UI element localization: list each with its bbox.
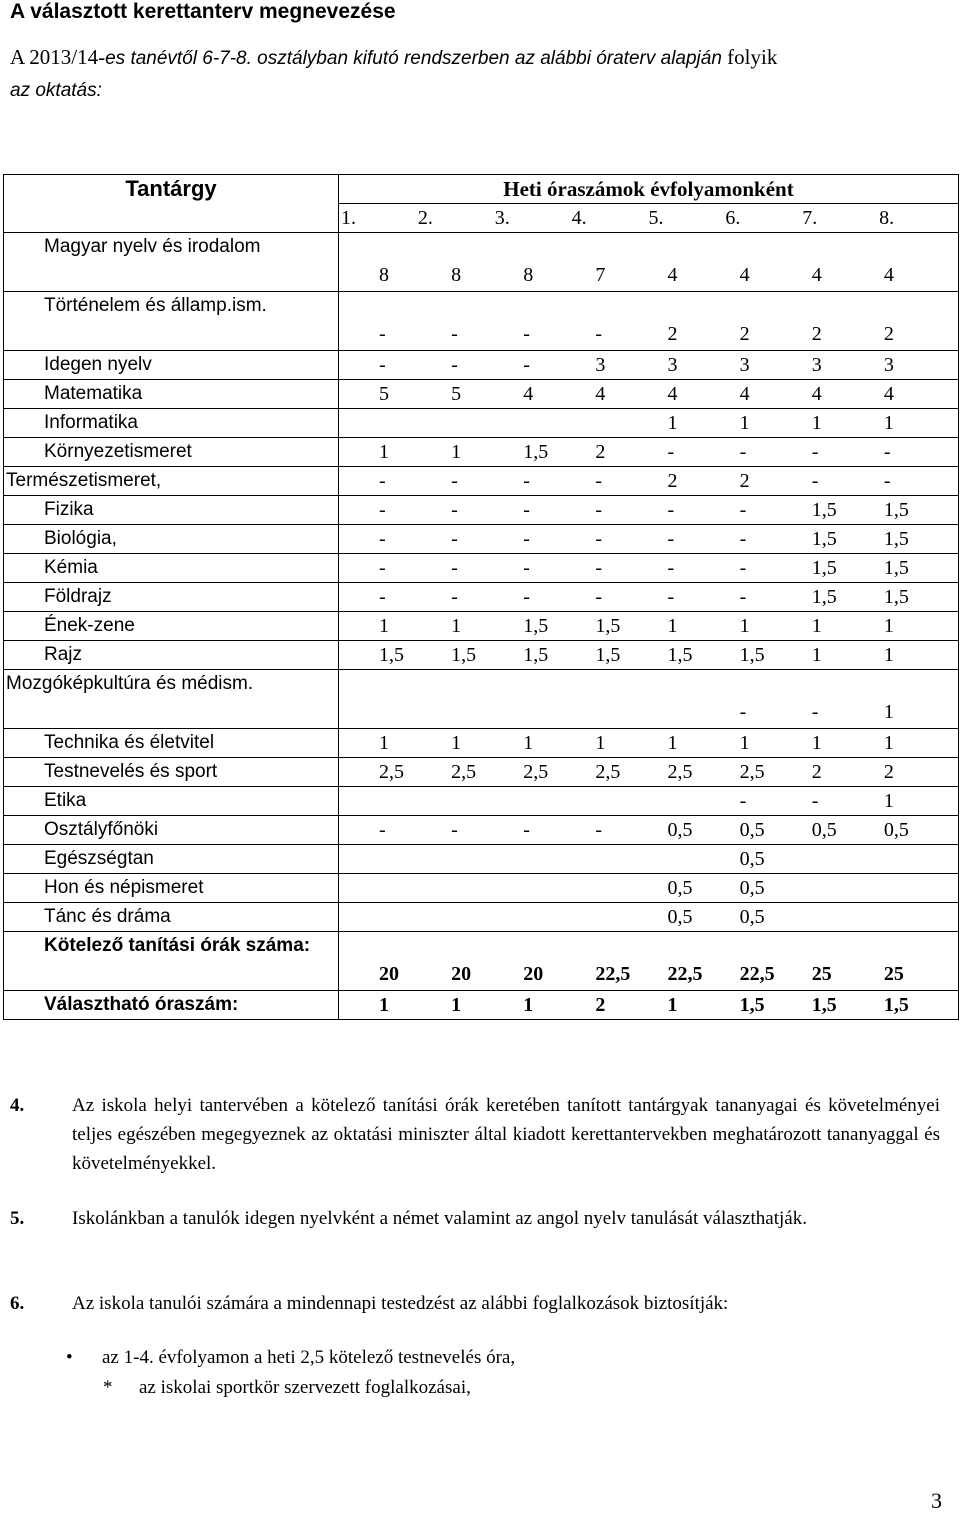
table-row: [4, 932, 959, 991]
table-row: [4, 438, 959, 467]
table-row: [4, 583, 959, 612]
hours-value: -: [811, 790, 819, 812]
grade-label: 1.: [341, 207, 356, 229]
hours-value: 1,5: [811, 557, 837, 579]
hours-value: -: [739, 557, 747, 579]
hours-value: 2: [739, 323, 750, 345]
subject-cell: Kötelező tanítási órák száma:: [4, 932, 339, 991]
hours-value: -: [739, 499, 747, 521]
hours-value: -: [523, 323, 530, 345]
hours-value: 1: [739, 412, 750, 434]
hours-value: 25: [811, 963, 832, 985]
section-5: [10, 1204, 940, 1233]
hours-value: [523, 409, 595, 437]
hours-cell: [339, 525, 959, 554]
bullet-text: az iskolai sportkör szervezett foglalkozásai,: [139, 1377, 471, 1398]
hours-value: 2: [667, 470, 678, 492]
hours-value: 1,5: [451, 644, 477, 666]
section-number: 4.: [10, 1095, 25, 1116]
hours-value: 1,5: [883, 994, 909, 1016]
hours-value: 0,5: [739, 819, 765, 841]
hours-value: 1,5: [811, 994, 837, 1016]
intro-italic: es tanévtől 6-7-8. osztályban kifutó rendszerben az alábbi óraterv alapján: [105, 48, 722, 69]
bullet-item: [103, 1377, 471, 1399]
hours-value: 1: [379, 994, 389, 1016]
hours-value: -: [379, 528, 386, 550]
hours-value: [379, 845, 451, 873]
hours-value: 0,5: [739, 906, 765, 928]
hours-value: 0,5: [667, 819, 693, 841]
hours-value: 1: [667, 994, 678, 1016]
hours-value: [884, 874, 956, 902]
hours-cell: [339, 758, 959, 787]
table-row: [4, 380, 959, 409]
hours-value: -: [739, 701, 747, 723]
hours-value: [379, 409, 451, 437]
document-heading: A választott kerettanterv megnevezése: [10, 0, 396, 23]
hours-value: 1: [379, 615, 389, 637]
hours-value: 2,5: [667, 761, 693, 783]
hours-value: 1,5: [595, 615, 621, 637]
subject-cell: Testnevelés és sport: [4, 758, 339, 787]
hours-value: 2: [667, 323, 678, 345]
section-number: 6.: [10, 1293, 25, 1314]
table-row: [4, 351, 959, 380]
hours-value: 1: [883, 701, 894, 723]
hours-value: -: [595, 323, 603, 345]
hours-value: [668, 787, 740, 815]
table-row: [4, 554, 959, 583]
hours-value: 22,5: [667, 963, 703, 985]
hours-value: -: [523, 354, 530, 376]
hours-cell: [339, 496, 959, 525]
hours-value: -: [595, 586, 603, 608]
table-row: [4, 496, 959, 525]
table-row: [4, 903, 959, 932]
intro-start: A 2013/14-: [10, 45, 106, 69]
hours-cell: [339, 409, 959, 438]
subject-cell: Mozgóképkultúra és médism.: [4, 670, 339, 729]
hours-value: 1: [811, 644, 822, 666]
hours-value: 1,5: [883, 586, 909, 608]
hours-value: 2: [739, 470, 750, 492]
hours-value: [451, 845, 523, 873]
hours-value: -: [595, 528, 603, 550]
hours-value: -: [523, 586, 530, 608]
hours-value: 3: [883, 354, 894, 376]
hours-value: 4: [739, 383, 750, 405]
hours-value: 2,5: [523, 761, 549, 783]
hours-cell: [339, 670, 959, 729]
hours-value: -: [451, 323, 458, 345]
table-row: [4, 874, 959, 903]
hours-value: [523, 787, 595, 815]
hours-value: 1: [379, 441, 389, 463]
hours-value: [379, 874, 451, 902]
hours-value: -: [379, 819, 386, 841]
hours-cell: [339, 874, 959, 903]
hours-cell: [339, 233, 959, 292]
section-text: Az iskola helyi tantervében a kötelező tanítási órák keretében tanított tantárgyak tananyagai és követelményei teljes egészében megegyeznek az oktatási miniszter által kiadott kerettantervekben meghatározott tananyaggal és követelményekkel.: [72, 1095, 940, 1174]
hours-value: 1: [811, 615, 822, 637]
hours-value: 4: [811, 383, 822, 405]
hours-value: 1: [379, 732, 389, 754]
asterisk-icon: *: [103, 1377, 113, 1398]
hours-value: 1,5: [523, 644, 549, 666]
hours-value: 5: [379, 383, 389, 405]
subject-cell: Technika és életvitel: [4, 729, 339, 758]
table-row: [4, 729, 959, 758]
hours-value: -: [523, 528, 530, 550]
hours-value: 1: [451, 615, 462, 637]
grade-label: 2.: [417, 207, 433, 229]
hours-value: 1,5: [667, 644, 693, 666]
hours-value: 0,5: [739, 848, 765, 870]
hours-value: -: [379, 499, 386, 521]
hours-value: 1: [883, 615, 894, 637]
hours-value: [451, 787, 523, 815]
hours-value: [451, 874, 523, 902]
hours-cell: [339, 816, 959, 845]
hours-value: 20: [379, 963, 399, 985]
bullet-text: az 1-4. évfolyamon a heti 2,5 kötelező testnevelés óra,: [102, 1347, 516, 1368]
hours-value: -: [811, 701, 819, 723]
curriculum-table: [3, 174, 959, 1020]
table-row: [4, 525, 959, 554]
hours-cell: [339, 787, 959, 816]
hours-value: 2,5: [379, 761, 404, 783]
subject-cell: Földrajz: [4, 583, 339, 612]
hours-value: -: [883, 470, 891, 492]
hours-header: Heti óraszámok évfolyamonként: [339, 175, 959, 204]
hours-value: 4: [667, 383, 678, 405]
hours-value: 2: [883, 323, 894, 345]
subject-cell: Ének-zene: [4, 612, 339, 641]
hours-cell: [339, 641, 959, 670]
hours-value: [523, 874, 595, 902]
hours-value: [523, 698, 595, 726]
subject-cell: Történelem és államp.ism.: [4, 292, 339, 351]
hours-value: -: [451, 586, 458, 608]
bullet-item: [66, 1347, 515, 1369]
intro-paragraph: [10, 42, 950, 106]
hours-value: [451, 903, 523, 931]
table-row: [4, 845, 959, 874]
subject-cell: Magyar nyelv és irodalom: [4, 233, 339, 292]
hours-value: -: [739, 528, 747, 550]
hours-value: 25: [883, 963, 904, 985]
hours-value: 1: [523, 994, 534, 1016]
table-row: [4, 612, 959, 641]
hours-value: 1: [883, 790, 894, 812]
hours-value: 3: [667, 354, 678, 376]
table-row: [4, 292, 959, 351]
hours-value: 3: [811, 354, 822, 376]
hours-value: 3: [739, 354, 750, 376]
table-row: [4, 787, 959, 816]
hours-value: 1,5: [739, 644, 765, 666]
hours-value: 1: [667, 615, 678, 637]
hours-value: 22,5: [739, 963, 775, 985]
hours-value: [595, 845, 667, 873]
hours-value: -: [451, 470, 458, 492]
table-row: [4, 641, 959, 670]
hours-value: [812, 845, 884, 873]
hours-value: 7: [595, 264, 606, 286]
hours-cell: [339, 845, 959, 874]
hours-value: -: [667, 586, 675, 608]
table-row: [4, 758, 959, 787]
grade-label: 4.: [571, 207, 587, 229]
hours-value: [595, 698, 667, 726]
hours-value: 8: [451, 264, 462, 286]
hours-cell: [339, 467, 959, 496]
hours-value: 1,5: [739, 994, 765, 1016]
table-row: [4, 991, 959, 1020]
subject-cell: Tánc és dráma: [4, 903, 339, 932]
section-6: [10, 1289, 940, 1318]
hours-value: 1: [739, 615, 750, 637]
hours-value: 1: [451, 441, 462, 463]
section-text: Az iskola tanulói számára a mindennapi testedzést az alábbi foglalkozások biztosítják:: [72, 1293, 729, 1314]
hours-cell: [339, 583, 959, 612]
hours-value: 1: [451, 732, 462, 754]
hours-value: 1: [523, 732, 534, 754]
hours-value: 4: [883, 264, 894, 286]
table-header-row: [4, 175, 959, 204]
hours-cell: [339, 729, 959, 758]
hours-value: 1,5: [379, 644, 404, 666]
hours-value: 1,5: [811, 528, 837, 550]
hours-value: 8: [523, 264, 534, 286]
subject-header: Tantárgy: [4, 175, 339, 233]
hours-value: 1: [883, 732, 894, 754]
hours-value: 2,5: [451, 761, 477, 783]
subject-cell: Kémia: [4, 554, 339, 583]
hours-value: -: [451, 528, 458, 550]
hours-value: -: [379, 557, 386, 579]
hours-value: -: [523, 470, 530, 492]
hours-value: 4: [667, 264, 678, 286]
hours-cell: [339, 612, 959, 641]
subject-cell: Rajz: [4, 641, 339, 670]
subject-cell: Fizika: [4, 496, 339, 525]
hours-value: -: [595, 499, 603, 521]
hours-value: 0,5: [739, 877, 765, 899]
hours-value: [595, 409, 667, 437]
page-number: 3: [931, 1488, 942, 1513]
hours-value: [884, 903, 956, 931]
hours-value: [812, 874, 884, 902]
hours-value: [523, 903, 595, 931]
table-row: [4, 233, 959, 292]
subject-cell: Választható óraszám:: [4, 991, 339, 1020]
hours-value: 1: [667, 412, 678, 434]
hours-value: 3: [595, 354, 606, 376]
bullet-dot-icon: •: [66, 1347, 73, 1368]
hours-value: 1,5: [595, 644, 621, 666]
subject-cell: Egészségtan: [4, 845, 339, 874]
hours-value: 2: [811, 761, 822, 783]
hours-value: 1: [883, 644, 894, 666]
hours-value: 1: [595, 732, 606, 754]
hours-value: -: [667, 557, 675, 579]
hours-value: [668, 698, 740, 726]
hours-value: [379, 903, 451, 931]
hours-value: -: [379, 586, 386, 608]
hours-value: -: [883, 441, 891, 463]
hours-value: -: [523, 499, 530, 521]
hours-value: -: [451, 354, 458, 376]
hours-value: -: [595, 557, 603, 579]
hours-value: -: [451, 499, 458, 521]
grade-label: 6.: [725, 207, 741, 229]
hours-value: 0,5: [667, 877, 693, 899]
hours-value: 4: [739, 264, 750, 286]
hours-value: 1: [739, 732, 750, 754]
hours-value: -: [811, 470, 819, 492]
subject-cell: Osztályfőnöki: [4, 816, 339, 845]
hours-value: 1,5: [883, 557, 909, 579]
hours-value: -: [379, 354, 386, 376]
hours-value: 1: [811, 412, 822, 434]
hours-value: [595, 874, 667, 902]
hours-value: 4: [523, 383, 534, 405]
subject-cell: Etika: [4, 787, 339, 816]
hours-value: [379, 698, 451, 726]
intro-end: az oktatás:: [10, 80, 102, 101]
subject-cell: Informatika: [4, 409, 339, 438]
hours-value: 1: [811, 732, 822, 754]
hours-value: -: [523, 819, 530, 841]
hours-value: -: [379, 470, 386, 492]
hours-value: [884, 845, 956, 873]
hours-value: 1: [451, 994, 462, 1016]
hours-value: 1,5: [811, 499, 837, 521]
section-4: [10, 1091, 940, 1178]
hours-value: 2: [811, 323, 822, 345]
grade-cell: [339, 204, 959, 233]
hours-value: 0,5: [667, 906, 693, 928]
grade-label: 8.: [879, 207, 895, 229]
hours-value: [595, 903, 667, 931]
grade-list: [341, 204, 956, 232]
hours-value: 22,5: [595, 963, 631, 985]
hours-value: -: [595, 819, 603, 841]
hours-value: 1: [667, 732, 678, 754]
table-row: [4, 670, 959, 729]
hours-value: -: [739, 790, 747, 812]
subject-cell: Biológia,: [4, 525, 339, 554]
hours-value: -: [379, 323, 386, 345]
hours-cell: [339, 932, 959, 991]
hours-value: -: [739, 441, 747, 463]
hours-value: 2: [595, 994, 606, 1016]
hours-cell: [339, 991, 959, 1020]
hours-value: [523, 845, 595, 873]
hours-value: -: [811, 441, 819, 463]
hours-value: [379, 787, 451, 815]
hours-value: 4: [595, 383, 606, 405]
hours-cell: [339, 292, 959, 351]
hours-cell: [339, 380, 959, 409]
grade-label: 5.: [648, 207, 664, 229]
hours-value: 1,5: [883, 528, 909, 550]
intro-mid: folyik: [721, 45, 778, 69]
hours-value: 1: [883, 412, 894, 434]
grade-label: 3.: [494, 207, 510, 229]
hours-value: 20: [451, 963, 472, 985]
hours-value: -: [523, 557, 530, 579]
hours-value: 0,5: [811, 819, 837, 841]
subject-cell: Környezetismeret: [4, 438, 339, 467]
table-row: [4, 409, 959, 438]
hours-value: [668, 845, 740, 873]
hours-value: 8: [379, 264, 389, 286]
hours-cell: [339, 438, 959, 467]
hours-cell: [339, 903, 959, 932]
hours-value: 4: [883, 383, 894, 405]
hours-value: 2,5: [595, 761, 621, 783]
hours-value: -: [451, 819, 458, 841]
hours-value: 5: [451, 383, 462, 405]
subject-cell: Hon és népismeret: [4, 874, 339, 903]
hours-value: [812, 903, 884, 931]
hours-value: [451, 698, 523, 726]
hours-value: 1,5: [523, 441, 549, 463]
hours-cell: [339, 554, 959, 583]
subject-cell: Természetismeret,: [4, 467, 339, 496]
hours-cell: [339, 351, 959, 380]
hours-value: -: [667, 528, 675, 550]
grade-label: 7.: [802, 207, 818, 229]
hours-value: 1,5: [523, 615, 549, 637]
hours-value: [595, 787, 667, 815]
hours-value: -: [595, 470, 603, 492]
hours-value: 2: [595, 441, 606, 463]
hours-value: 1,5: [883, 499, 909, 521]
table-row: [4, 467, 959, 496]
hours-value: -: [667, 441, 675, 463]
table-row: [4, 816, 959, 845]
hours-value: 2,5: [739, 761, 765, 783]
hours-value: 4: [811, 264, 822, 286]
hours-value: [451, 409, 523, 437]
hours-value: 1,5: [811, 586, 837, 608]
section-number: 5.: [10, 1208, 25, 1229]
hours-value: -: [739, 586, 747, 608]
hours-value: 0,5: [883, 819, 909, 841]
section-text: Iskolánkban a tanulók idegen nyelvként a német valamint az angol nyelv tanulását választhatják.: [72, 1208, 807, 1229]
hours-value: -: [451, 557, 458, 579]
hours-value: -: [667, 499, 675, 521]
hours-value: 2: [883, 761, 894, 783]
subject-cell: Idegen nyelv: [4, 351, 339, 380]
hours-value: 20: [523, 963, 544, 985]
subject-cell: Matematika: [4, 380, 339, 409]
